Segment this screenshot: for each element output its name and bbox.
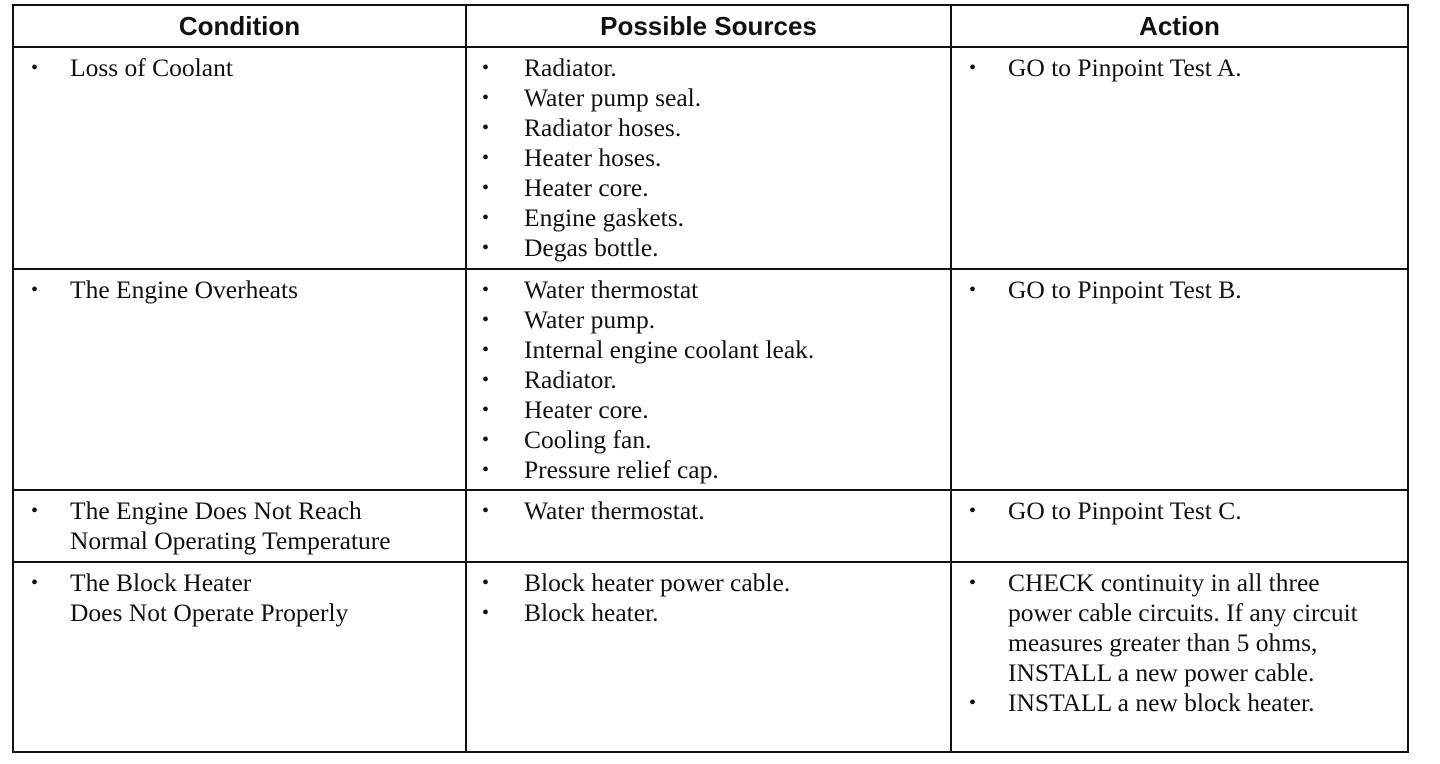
source-text: Radiator hoses. xyxy=(524,113,682,142)
action-text: CHECK continuity in all three power cable circuits. If any circuit measures greater than 5 ohms, INSTALL a new power cable. xyxy=(1008,568,1358,687)
bullet-icon: • xyxy=(482,207,490,229)
header-condition: Condition xyxy=(13,5,466,47)
header-possible-sources: Possible Sources xyxy=(466,5,951,47)
header-row xyxy=(13,5,1408,47)
condition-list xyxy=(14,496,457,556)
condition-cell xyxy=(13,490,466,562)
condition-text-line-1: The Engine Does Not Reach xyxy=(70,496,362,525)
source-text: Radiator. xyxy=(524,365,617,394)
source-item xyxy=(467,305,942,335)
condition-cell xyxy=(13,47,466,269)
bullet-icon: • xyxy=(482,87,490,109)
source-item xyxy=(467,173,942,203)
bullet-icon: • xyxy=(969,500,977,522)
condition-item xyxy=(14,275,457,305)
source-item xyxy=(467,496,942,526)
condition-text-line-1: The Block Heater xyxy=(70,568,252,597)
bullet-icon: • xyxy=(31,279,39,301)
condition-text: The Engine Overheats xyxy=(70,275,298,304)
bullet-icon: • xyxy=(482,57,490,79)
table-row xyxy=(13,47,1408,269)
possible-sources-cell xyxy=(466,47,951,269)
source-text: Engine gaskets. xyxy=(524,203,685,232)
bullet-icon: • xyxy=(969,279,977,301)
bullet-icon: • xyxy=(31,57,39,79)
action-item xyxy=(952,275,1399,305)
bullet-icon: • xyxy=(482,459,490,481)
source-item xyxy=(467,83,942,113)
action-cell xyxy=(951,269,1408,490)
header-action: Action xyxy=(951,5,1408,47)
action-list xyxy=(952,568,1399,718)
bullet-icon: • xyxy=(482,500,490,522)
bullet-icon: • xyxy=(482,147,490,169)
action-list xyxy=(952,496,1399,526)
source-text: Pressure relief cap. xyxy=(524,455,719,484)
bullet-icon: • xyxy=(482,399,490,421)
condition-cell xyxy=(13,562,466,752)
action-item xyxy=(952,53,1399,83)
possible-sources-cell xyxy=(466,490,951,562)
bullet-icon: • xyxy=(482,572,490,594)
bullet-icon: • xyxy=(482,177,490,199)
source-item xyxy=(467,275,942,305)
table-row xyxy=(13,490,1408,562)
source-item xyxy=(467,143,942,173)
action-cell xyxy=(951,562,1408,752)
condition-list xyxy=(14,568,457,628)
source-item xyxy=(467,395,942,425)
possible-sources-cell xyxy=(466,269,951,490)
bullet-icon: • xyxy=(482,339,490,361)
condition-item xyxy=(14,53,457,83)
condition-text: Loss of Coolant xyxy=(70,53,233,82)
source-item xyxy=(467,335,942,365)
possible-sources-cell xyxy=(466,562,951,752)
sources-list xyxy=(467,53,942,263)
source-text: Cooling fan. xyxy=(524,425,652,454)
action-cell xyxy=(951,47,1408,269)
action-item xyxy=(952,568,1399,688)
source-text: Water pump. xyxy=(524,305,656,334)
source-text: Heater core. xyxy=(524,173,649,202)
source-text: Radiator. xyxy=(524,53,617,82)
action-list xyxy=(952,53,1399,83)
condition-text-line-2: Normal Operating Temperature xyxy=(70,526,391,555)
condition-text-line-2: Does Not Operate Properly xyxy=(70,598,349,627)
condition-item xyxy=(14,496,457,556)
source-item xyxy=(467,113,942,143)
source-text: Internal engine coolant leak. xyxy=(524,335,815,364)
bullet-icon: • xyxy=(482,237,490,259)
source-item xyxy=(467,233,942,263)
action-item xyxy=(952,688,1399,718)
source-text: Degas bottle. xyxy=(524,233,659,262)
action-text: INSTALL a new block heater. xyxy=(1008,688,1315,717)
sources-list xyxy=(467,496,942,526)
bullet-icon: • xyxy=(482,602,490,624)
condition-cell xyxy=(13,269,466,490)
source-item xyxy=(467,425,942,455)
bullet-icon: • xyxy=(31,500,39,522)
bullet-icon: • xyxy=(482,309,490,331)
bullet-icon: • xyxy=(969,692,977,714)
sources-list xyxy=(467,275,942,485)
source-text: Water pump seal. xyxy=(524,83,702,112)
source-item xyxy=(467,53,942,83)
source-text: Block heater power cable. xyxy=(524,568,791,597)
source-text: Block heater. xyxy=(524,598,659,627)
bullet-icon: • xyxy=(482,117,490,139)
source-text: Water thermostat. xyxy=(524,496,705,525)
action-text: GO to Pinpoint Test A. xyxy=(1008,53,1242,82)
bullet-icon: • xyxy=(482,369,490,391)
bullet-icon: • xyxy=(969,572,977,594)
table-row xyxy=(13,562,1408,752)
sources-list xyxy=(467,568,942,628)
action-cell xyxy=(951,490,1408,562)
action-list xyxy=(952,275,1399,305)
action-text: GO to Pinpoint Test B. xyxy=(1008,275,1242,304)
bullet-icon: • xyxy=(31,572,39,594)
table-row xyxy=(13,269,1408,490)
action-item xyxy=(952,496,1399,526)
condition-list xyxy=(14,53,457,83)
condition-item xyxy=(14,568,457,628)
source-item xyxy=(467,203,942,233)
source-item xyxy=(467,568,942,598)
source-item xyxy=(467,455,942,485)
source-text: Heater core. xyxy=(524,395,649,424)
action-text: GO to Pinpoint Test C. xyxy=(1008,496,1242,525)
bullet-icon: • xyxy=(482,279,490,301)
source-item xyxy=(467,365,942,395)
source-text: Heater hoses. xyxy=(524,143,662,172)
source-item xyxy=(467,598,942,628)
source-text: Water thermostat xyxy=(524,275,699,304)
bullet-icon: • xyxy=(482,429,490,451)
condition-list xyxy=(14,275,457,305)
bullet-icon: • xyxy=(969,57,977,79)
diagnosis-table xyxy=(12,4,1409,753)
